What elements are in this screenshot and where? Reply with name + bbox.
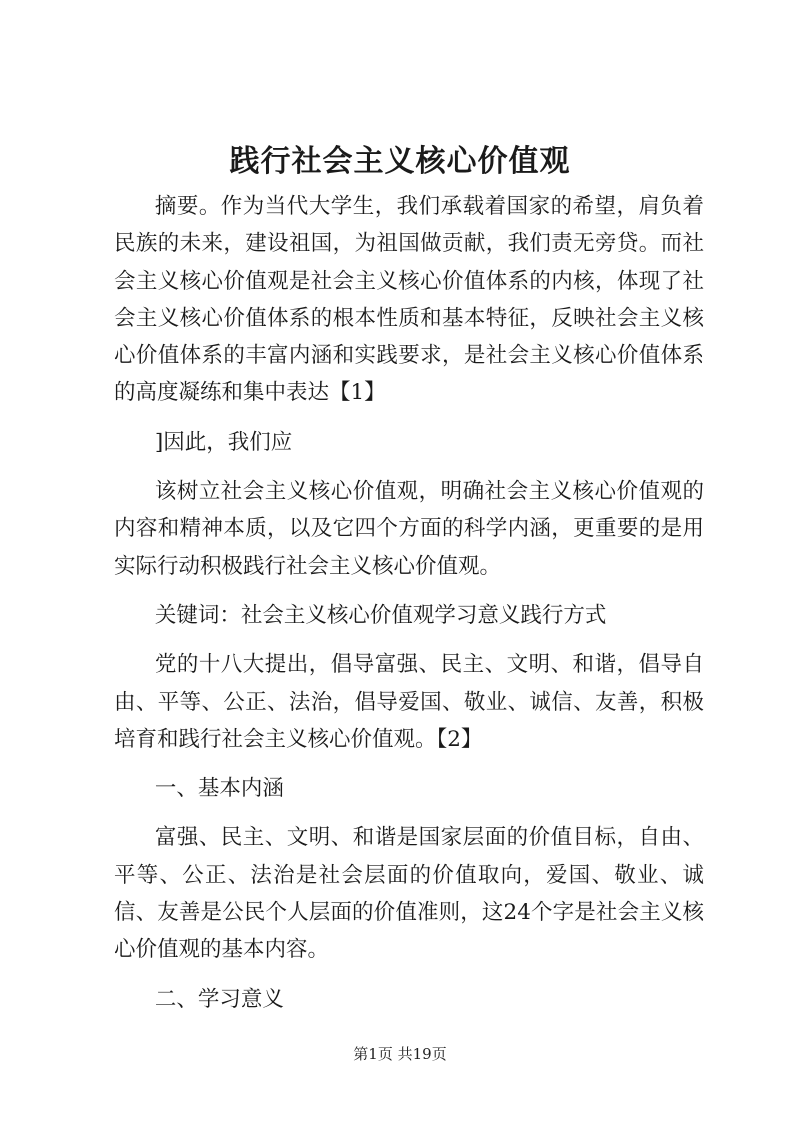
document-title: 践行社会主义核心价值观 <box>229 144 571 179</box>
keywords-paragraph: 关键词：社会主义核心价值观学习意义践行方式 <box>154 602 607 628</box>
paragraph-therefore: ]因此，我们应 <box>154 429 293 455</box>
document-body <box>114 188 704 1018</box>
paragraph-eighteenth-congress: 党的十八大提出，倡导富强、民主、文明、和谐，倡导自由、平等、公正、法治，倡导爱国、敬业、诚信、友善，积极培育和践行社会主义核心价值观。【2】 <box>114 652 704 752</box>
abstract-paragraph: 摘要。作为当代大学生，我们承载着国家的希望，肩负着民族的未来，建设祖国，为祖国做贡献，我们责无旁贷。而社会主义核心价值观是社会主义核心价值体系的内核，体现了社会主义核心价值体系的根本性质和基本特征，反映社会主义核心价值体系的丰富内涵和实践要求，是社会主义核心价值体系的高度凝练和集中表达【1】 <box>114 194 704 406</box>
paragraph-basic-content: 富强、民主、文明、和谐是国家层面的价值目标，自由、平等、公正、法治是社会层面的价值取向，爱国、敬业、诚信、友善是公民个人层面的价值准则，这24个字是社会主义核心价值观的基本内容。 <box>114 825 704 963</box>
paragraph-establish: 该树立社会主义核心价值观，明确社会主义核心价值观的内容和精神本质，以及它四个方面的科学内涵，更重要的是用实际行动积极践行社会主义核心价值观。 <box>114 479 704 579</box>
page-footer: 第1页 共19页 <box>353 1045 447 1063</box>
section-heading-learning-significance: 二、学习意义 <box>154 986 284 1012</box>
section-heading-basic-meaning: 一、基本内涵 <box>154 776 284 802</box>
